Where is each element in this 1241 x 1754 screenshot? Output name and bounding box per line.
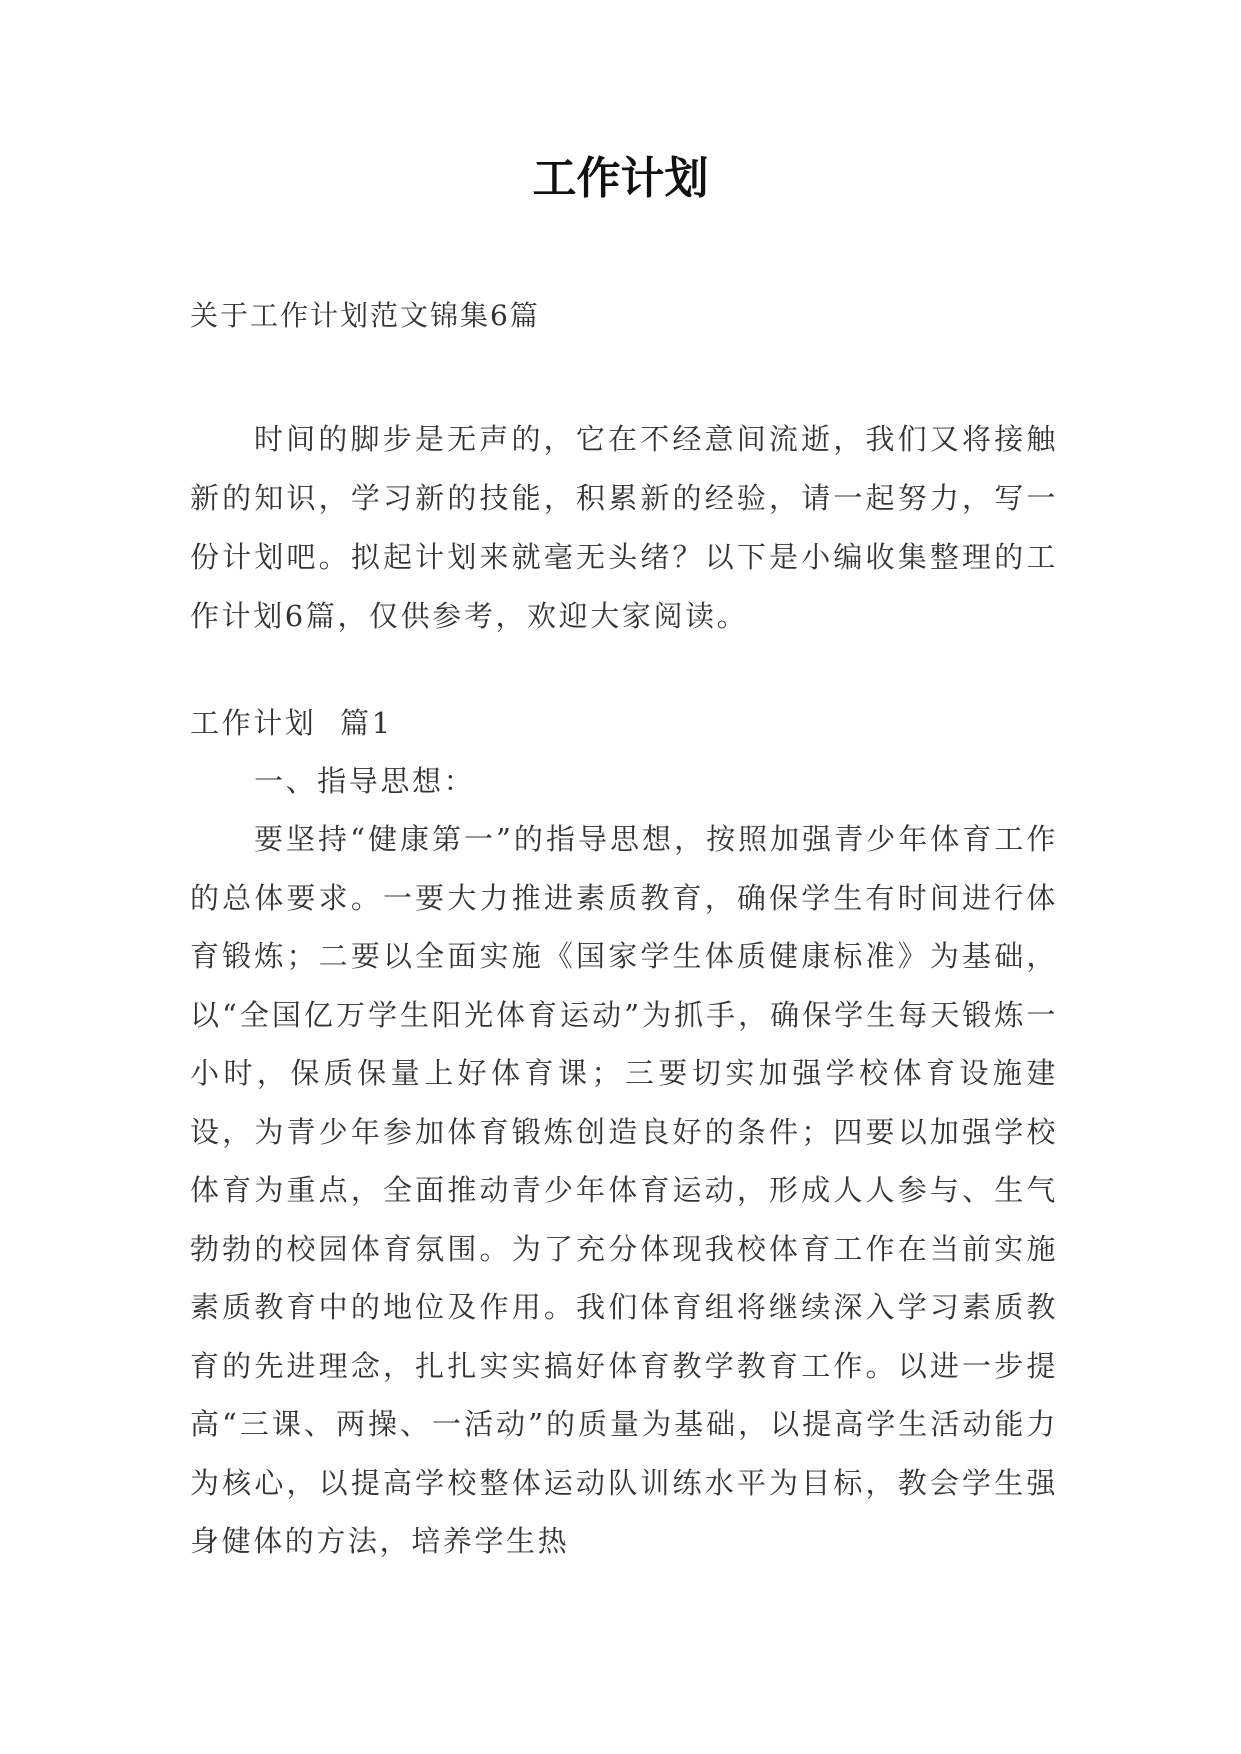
document-subtitle: 关于工作计划范文锦集6篇 — [190, 299, 540, 332]
section-heading: 一、指导思想： — [254, 764, 476, 798]
document-title: 工作计划 — [532, 153, 709, 204]
article-paragraph: 要坚持“健康第一”的指导思想，按照加强青少年体育工作的总体要求。一要大力推进素质教育，确保学生有时间进行体育锻炼；二要以全面实施《国家学生体质健康标准》为基础，以“全国亿万学生阳光体育运动”为抓手，确保学生每天锻炼一小时，保质保量上好体育课；三要切实加强学校体育设施建设，为青少年参加体育锻炼创造良好的条件；四要以加强学校体育为重点，全面推动青少年体育运动，形成人人参与、生气勃勃的校园体育氛围。为了充分体现我校体育工作在当前实施素质教育中的地位及作用。我们体育组将继续深入学习素质教育的先进理念，扎扎实实搞好体育教学教育工作。以进一步提高“三课、两操、一活动”的质量为基础，以提高学生活动能力为核心，以提高学校整体运动队训练水平为目标，教会学生强身健体的方法，培养学生热 — [190, 822, 1058, 1558]
article-section — [190, 694, 1058, 1571]
article-heading: 工作计划 篇1 — [190, 706, 393, 740]
intro-paragraph: 时间的脚步是无声的，它在不经意间流逝，我们又将接触新的知识，学习新的技能，积累新的经验，请一起努力，写一份计划吧。拟起计划来就毫无头绪？以下是小编收集整理的工作计划6篇，仅供参考，欢迎大家阅读。 — [190, 422, 1058, 633]
intro-section — [190, 410, 1058, 646]
